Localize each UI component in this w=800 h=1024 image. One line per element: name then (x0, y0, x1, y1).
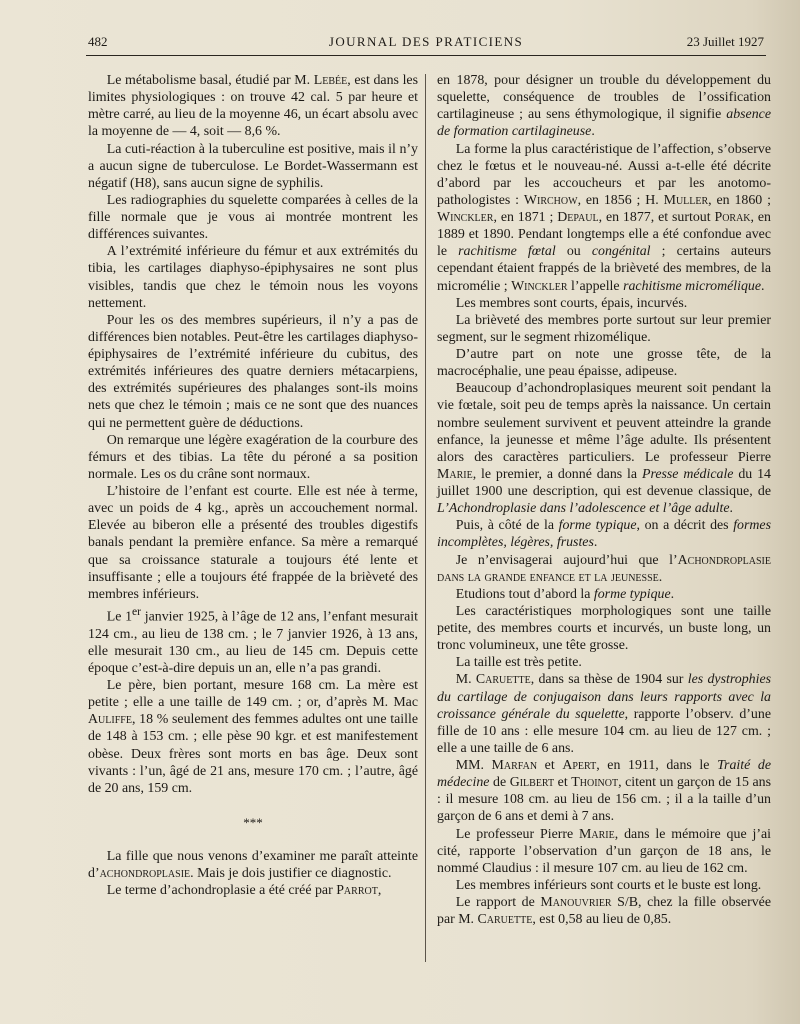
paragraph: La taille est très petite. (455, 655, 582, 671)
paragraph: Je n’envisagerai aujourd’hui que l’Achondroplasie dans la grande enfance et la jeunesse. (437, 552, 771, 585)
paragraph: On remarque une légère exagération de la courbure des fémurs et des tibias. La tête du péroné a sa position normale. Les os du crâne sont normaux. (88, 432, 418, 482)
paragraph: Beaucoup d’achondroplasiques meurent soit pendant la vie fœtale, soit peu de temps après la naissance. Un certain nombre seulement survivent et peuvent atteindre la grande enfance, la jeunesse et même l’âge adulte. Ils présentent alors des caractères particuliers. Le professeur Pierre Marie, le premier, a donné dans la Presse médicale du 14 juillet 1900 une description, qui est devenue classique, de L’Achondroplasie dans l’adolescence et l’âge adulte. (437, 381, 771, 517)
paragraph: Le père, bien portant, mesure 168 cm. La mère est petite ; elle a une taille de 149 cm. ; or, d’après M. Mac Auliffe, 18 % seulement des femmes adultes ont une taille de 148 à 153 cm. ; elle pèse 90 kgr. et est manifestement obèse. Deux frères sont morts en bas âge. Deux sont vivants : l’un, âgé de 21 ans, mesure 170 cm. ; l’autre, âgé de 20 ans, 159 cm. (88, 678, 418, 796)
paragraph: D’autre part on note une grosse tête, de la macrocéphalie, une peau épaisse, adipeuse. (437, 347, 771, 380)
paragraph: Les radiographies du squelette comparées à celles de la fille normale que je vous ai montrée montrent les différences suivantes. (88, 192, 418, 243)
paragraph: Les membres inférieurs sont courts et le buste est long. (455, 877, 762, 893)
paragraph: Le professeur Pierre Marie, dans le mémoire que j’ai cité, rapporte l’observation d’un garçon de 18 ans, le nommé Claudius : il mesure 107 cm. au lieu de 162 cm. (437, 826, 771, 876)
paragraph: Les caractéristiques morphologiques sont une taille petite, des membres courts et incurvés, un buste long, un tronc volumineux, une tête grosse. (437, 603, 771, 654)
paragraph: Les membres sont courts, épais, incurvés. (455, 295, 688, 311)
paragraph: Puis, à côté de la forme typique, on a décrit des formes incomplètes, légères, frustes. (437, 518, 772, 551)
paragraph: Etudions tout d’abord la forme typique. (455, 586, 675, 602)
paragraph: Le 1er janvier 1925, à l’âge de 12 ans, l’enfant mesurait 124 cm., au lieu de 138 cm. ; le 7 janvier 1926, à 13 ans, elle mesurait 130 cm., au lieu de 145 cm. Depuis cette époque c’est-à-dire depuis un an, elle n’a pas grandi. (88, 604, 418, 676)
paragraph: La forme la plus caractéristique de l’affection, s’observe chez le fœtus et le nouveau-né. Aussi a-t-elle été décrite d’abord par les accoucheurs et par les anotomo-pathologistes : Wirchow, en 1856 ; H. Muller, en 1860 ; Winckler, en 1871 ; Depaul, en 1877, et surtout Porak, en 1889 et 1890. Pendant longtemps elle a été confondue avec le rachitisme fœtal ou congénital ; certains auteurs cependant étaient frappés de la brièveté des membres, de la micromélie ; Winckler l’appelle rachitisme micromélique. (437, 141, 772, 294)
header-rule (86, 55, 766, 56)
issue-date: 23 Juillet 1927 (686, 34, 764, 49)
column-divider (425, 74, 426, 962)
paragraph: La fille que nous venons d’examiner me paraît atteinte d’achondroplasie. Mais je dois justifier ce diagnostic. (88, 848, 418, 881)
paragraph: Le terme d’achondroplasie a été créé par Parrot, (106, 883, 382, 899)
paragraph: en 1878, pour désigner un trouble du développement du squelette, conséquence de troubles de l’ossification cartilagineuse ; au sens éthymologique, il signifie absence de formation cartilagineuse. (437, 73, 771, 140)
paragraph: La cuti-réaction à la tuberculine est positive, mais il n’y a aucun signe de tuberculose. Le Bordet-Wassermann est négatif (H8), sans aucun signe de syphilis. (88, 141, 418, 191)
left-column (88, 72, 418, 899)
paragraph: L’histoire de l’enfant est courte. Elle est née à terme, avec un poids de 4 kg., après un accouchement normal. Elevée au biberon elle a présenté des troubles digestifs banals pendant la première enfance. Sa mère a remarqué que sa croissance staturale a toujours été lente et insuffisante ; elle a toujours été frappée de la brièveté des membres inférieurs. (88, 484, 418, 602)
paragraph: Le métabolisme basal, étudié par M. Lebée, est dans les limites physiologiques : on trouve 42 cal. 5 par heure et mètre carré, au lieu de la moyenne 46, un écart absolu avec la moyenne de — 4, soit — 8,6 %. (88, 73, 418, 140)
paragraph: La brièveté des membres porte surtout sur leur premier segment, sur le segment rhizomélique. (437, 312, 771, 345)
paragraph: Pour les os des membres supérieurs, il n’y a pas de différences bien notables. Peut-être les cartilages diaphyso-épiphysaires de l’extrémité inférieure du cubitus, des extrémités inférieures des quatre derniers métacarpiens, des extrémités supérieures des phalanges sont-ils moins nets que chez le témoin ; mais ce ne sont que des nuances qui ne permettent guère de déductions. (88, 312, 418, 431)
paragraph: A l’extrémité inférieure du fémur et aux extrémités du tibia, les cartilages diaphyso-épiphysaires ne sont plus visibles, tandis que chez le témoin nous les voyons nettement. (88, 244, 418, 311)
paragraph: Le rapport de Manouvrier S/B, chez la fille observée par M. Caruette, est 0,58 au lieu de 0,85. (437, 895, 772, 928)
running-header (88, 34, 764, 52)
section-asterism: *** (243, 814, 263, 830)
right-column (437, 72, 771, 928)
journal-title: JOURNAL DES PRATICIENS (328, 34, 524, 49)
page-number: 482 (88, 34, 108, 49)
paragraph: MM. Marfan et Apert, en 1911, dans le Traité de médecine de Gilbert et Thoinot, citent un garçon de 15 ans : il mesure 108 cm. au lieu de 156 cm. ; il a la taille d’un garçon de 6 ans et demi à 7 ans. (437, 758, 771, 825)
paragraph: M. Caruette, dans sa thèse de 1904 sur les dystrophies du cartilage de conjugaison dans leurs rapports avec la croissance générale du squelette, rapporte l’observ. d’une fille de 10 ans : elle mesure 104 cm. au lieu de 127 cm. ; elle a une taille de 6 ans. (437, 672, 772, 756)
